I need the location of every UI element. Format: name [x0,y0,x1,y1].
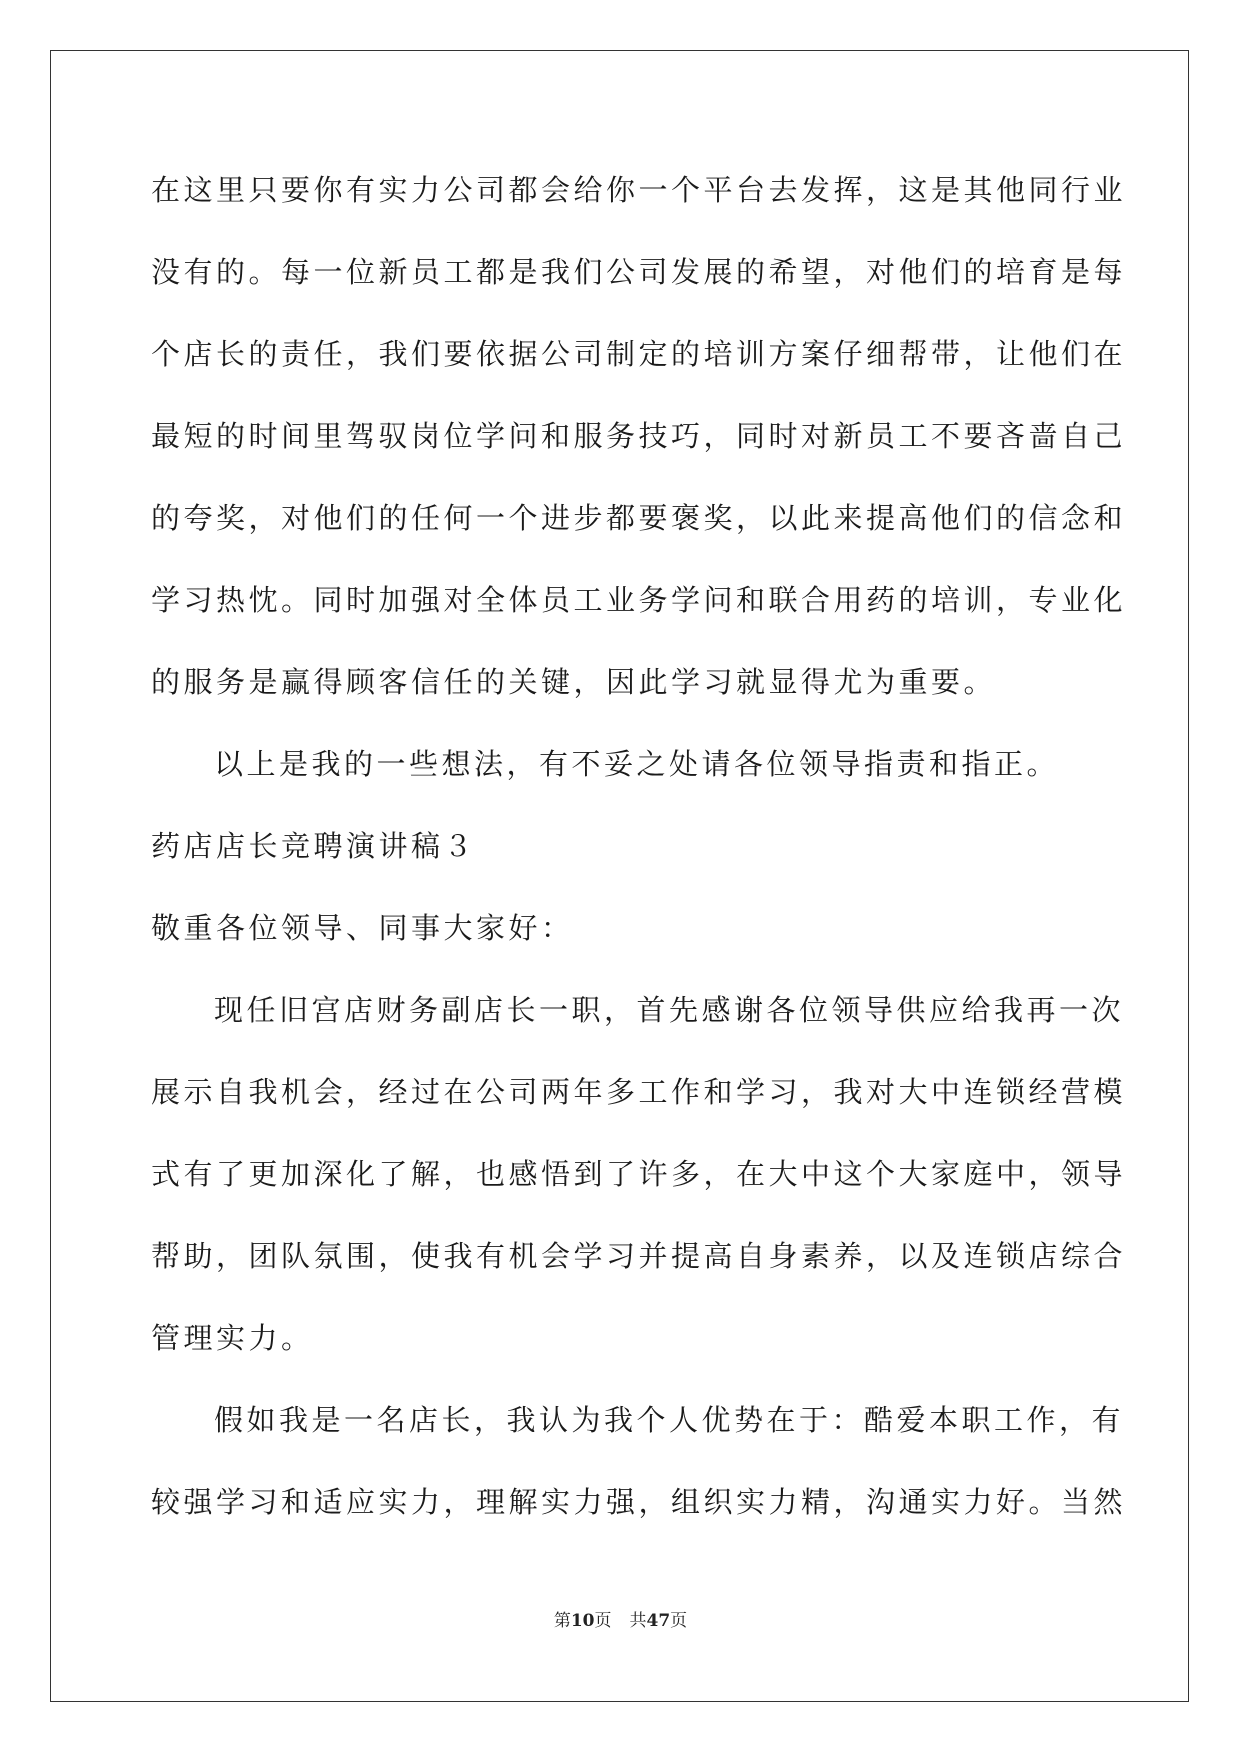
paragraph-line: 的服务是赢得顾客信任的关键，因此学习就显得尤为重要。 [151,665,997,699]
section-heading: 药店店长竞聘演讲稿３ [151,829,477,863]
paragraph-line: 展示自我机会，经过在公司两年多工作和学习，我对大中连锁经营模 [151,1075,1127,1109]
footer-page-suffix: 页 [594,1611,612,1631]
paragraph-line: 以上是我的一些想法，有不妥之处请各位领导指责和指正。 [214,747,1060,781]
paragraph-line: 管理实力。 [151,1321,314,1355]
paragraph-line: 最短的时间里驾驭岗位学问和服务技巧，同时对新员工不要吝啬自己 [151,419,1127,453]
footer-total-prefix: 共 [629,1611,647,1631]
paragraph-line: 个店长的责任，我们要依据公司制定的培训方案仔细帮带，让他们在 [151,337,1127,371]
paragraph-line: 假如我是一名店长，我认为我个人优势在于：酷爱本职工作，有 [214,1403,1125,1437]
footer-total-suffix: 页 [670,1611,688,1631]
salutation: 敬重各位领导、同事大家好： [151,911,574,945]
paragraph-line: 现任旧宫店财务副店长一职，首先感谢各位领导供应给我再一次 [214,993,1125,1027]
paragraph-line: 没有的。每一位新员工都是我们公司发展的希望，对他们的培育是每 [151,255,1127,289]
paragraph-line: 较强学习和适应实力，理解实力强，组织实力精，沟通实力好。当然 [151,1485,1127,1519]
page-footer [0,1606,1241,1631]
paragraph-line: 学习热忱。同时加强对全体员工业务学问和联合用药的培训，专业化 [151,583,1127,617]
paragraph-line: 的夸奖，对他们的任何一个进步都要褒奖，以此来提高他们的信念和 [151,501,1127,535]
current-page-number: 10 [570,1611,595,1631]
paragraph-line: 在这里只要你有实力公司都会给你一个平台去发挥，这是其他同行业 [151,173,1127,207]
total-page-count: 47 [646,1611,671,1631]
paragraph-line: 帮助，团队氛围，使我有机会学习并提高自身素养，以及连锁店综合 [151,1239,1127,1273]
document-body [151,160,1127,1554]
footer-prefix: 第 [553,1611,571,1631]
paragraph-line: 式有了更加深化了解，也感悟到了许多，在大中这个大家庭中，领导 [151,1157,1127,1191]
